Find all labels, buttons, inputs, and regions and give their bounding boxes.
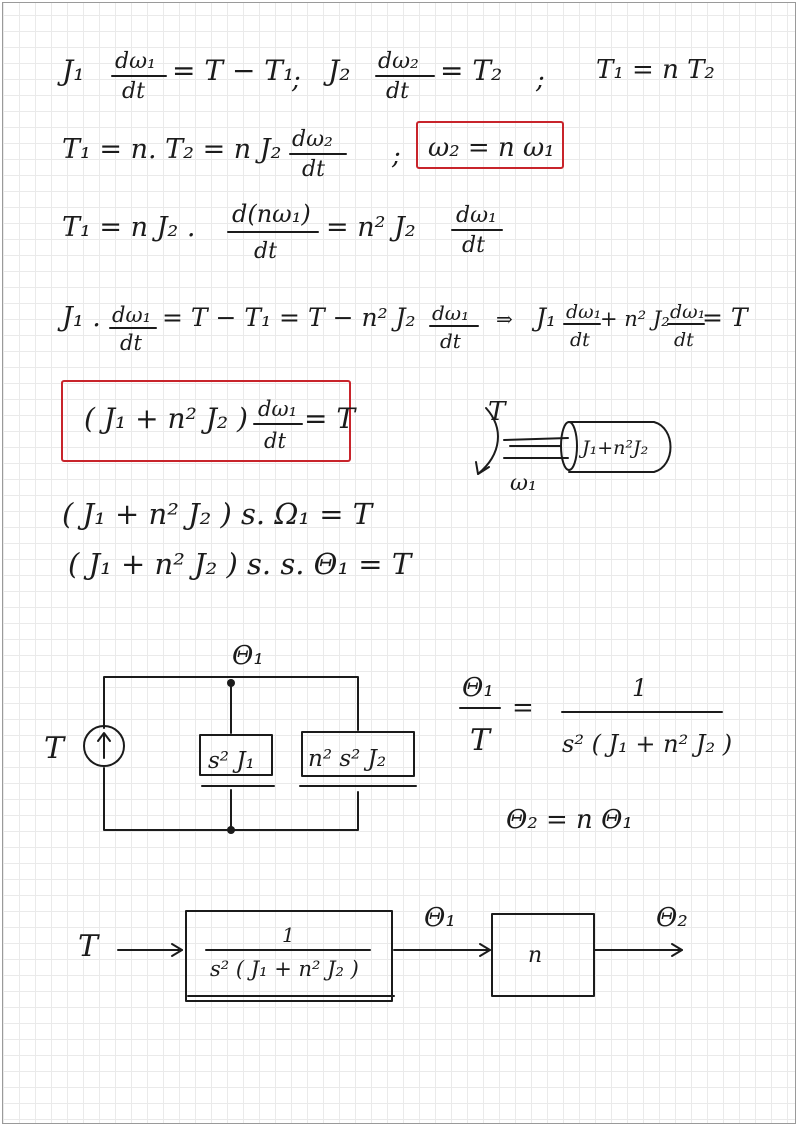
- eq2-left: T₁ = n. T₂ = n J₂: [62, 134, 282, 165]
- tf-rden: s² ( J₁ + n² J₂ ): [562, 730, 733, 758]
- eq3-den2: dt: [462, 233, 485, 258]
- circuit-analog: [44, 641, 416, 834]
- equation-row-5: ( J₁ + n² J₂ ) s. Ω₁ = T: [62, 497, 373, 531]
- boxed-right: = T: [304, 402, 356, 435]
- eq4-left: J₁ .: [62, 302, 101, 333]
- eq1c: T₁ = n T₂: [596, 55, 715, 85]
- eq1a-num: dω₁: [115, 49, 156, 74]
- eq1b-left: J₂: [328, 54, 351, 87]
- eq3-mid: = n² J₂: [326, 212, 416, 243]
- separator: ;: [292, 65, 301, 95]
- tf-eq: =: [512, 693, 534, 723]
- circuit-source-label: T: [44, 731, 65, 766]
- eq2-boxed: ω₂ = n ω₁: [428, 133, 555, 163]
- boxed-equation: [62, 381, 357, 461]
- eq1b-den: dt: [386, 79, 409, 104]
- eq4-num3: dω₁: [566, 301, 602, 323]
- eq4-r3: = T: [702, 303, 748, 332]
- eq1a-den: dt: [122, 79, 145, 104]
- separator: ;: [536, 65, 545, 95]
- block-mid-signal: Θ₁: [424, 903, 456, 933]
- eq1b-num: dω₂: [378, 49, 419, 74]
- eq1a-left: J₁: [62, 54, 85, 87]
- eq3-num2: dω₁: [456, 203, 497, 228]
- node-dot: [227, 826, 235, 834]
- eq4-r1: J₁: [536, 303, 557, 332]
- eq2-num: dω₂: [292, 127, 333, 152]
- separator: ;: [392, 141, 401, 171]
- equation-row-6: ( J₁ + n² J₂ ) s. s. Θ₁ = T: [68, 547, 412, 581]
- block-input: T: [78, 929, 99, 964]
- transfer-function: [460, 673, 732, 835]
- block-den: s² ( J₁ + n² J₂ ): [210, 957, 359, 981]
- eq3-num: d(nω₁): [232, 200, 311, 228]
- circuit-z1-label: s² J₁: [208, 748, 255, 774]
- gain-block: [492, 914, 594, 996]
- eq4-num2: dω₁: [432, 301, 470, 325]
- disk-face: [561, 422, 577, 470]
- eq4-den1: dt: [120, 331, 142, 355]
- shaft-inertia-sketch: [476, 397, 671, 496]
- shaft-line: [504, 438, 568, 440]
- eq4-mid: = T − T₁ = T − n² J₂: [162, 303, 416, 332]
- equation-row-1: [57, 49, 715, 104]
- circuit-z2-label: n² s² J₂: [308, 746, 387, 772]
- block-output: Θ₂: [656, 903, 688, 933]
- block-diagram: [78, 903, 688, 1001]
- tf-num: Θ₁: [462, 673, 494, 703]
- eq4-den4: dt: [674, 329, 694, 351]
- sketch-omega-label: ω₁: [510, 471, 537, 496]
- eq1a-right: = T − T₁: [172, 54, 295, 87]
- eq4-den3: dt: [570, 329, 590, 351]
- sketch-torque-label: T: [488, 397, 506, 427]
- boxed-num: dω₁: [258, 397, 297, 421]
- theta2-relation: Θ₂ = n Θ₁: [506, 805, 633, 835]
- circuit-node-label: Θ₁: [232, 641, 264, 671]
- equation-row-2: [62, 122, 563, 182]
- block-num: 1: [282, 923, 295, 947]
- eq3-left: T₁ = n J₂ .: [62, 212, 196, 243]
- tf-den: T: [470, 723, 491, 758]
- implies-arrow: ⇒: [496, 307, 513, 331]
- eq4-r2: + n² J₂: [600, 307, 670, 331]
- boxed-left: ( J₁ + n² J₂ ): [84, 402, 248, 435]
- eq1b-right: = T₂: [440, 54, 503, 87]
- equation-row-4: [57, 301, 750, 355]
- eq3-den: dt: [254, 239, 277, 264]
- block-gain: n: [528, 943, 543, 968]
- sketch-inertia-label: J₁+n²J₂: [582, 437, 649, 459]
- boxed-den: dt: [264, 429, 286, 453]
- equation-row-3: [62, 200, 502, 264]
- eq4-num1: dω₁: [112, 303, 151, 327]
- eq4-den2: dt: [440, 329, 461, 353]
- tf-rnum: 1: [632, 674, 648, 702]
- eq2-den: dt: [302, 157, 325, 182]
- eq4-num4: dω₁: [670, 301, 706, 323]
